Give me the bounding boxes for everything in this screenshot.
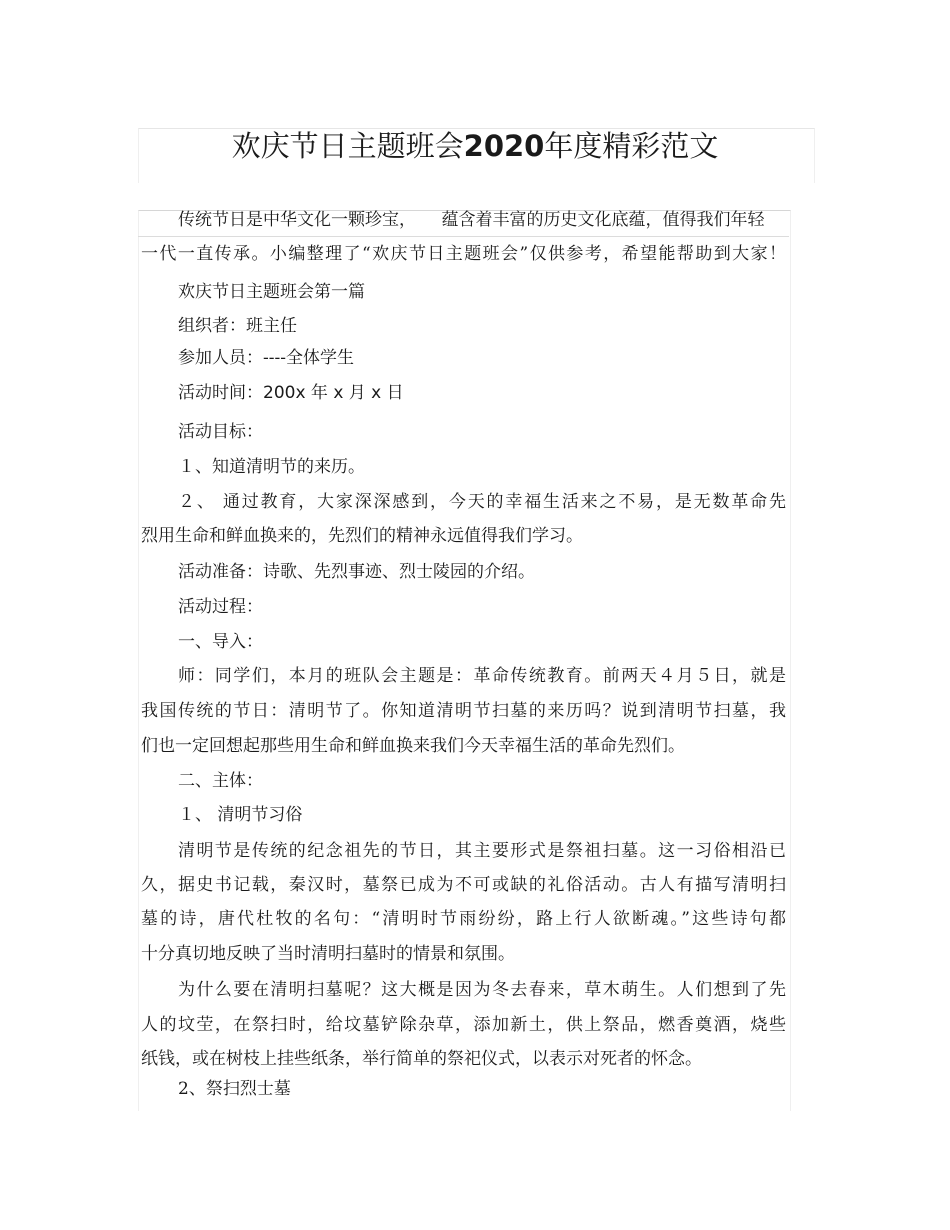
goals-label: 活动目标：: [178, 422, 263, 442]
part-1-label: 一、导入：: [178, 632, 263, 652]
intro-line-1: 传统节日是中华文化一颗珍宝， 蕴含着丰富的历史文化底蕴，值得我们年轻: [178, 210, 765, 230]
part-2-label: 二、主体：: [178, 771, 263, 791]
section-title: 欢庆节日主题班会第一篇: [178, 282, 365, 302]
custom-p2-line-2: 人的坟茔，在祭扫时，给坟墓铲除杂草，添加新土，供上祭品，燃香奠酒，烧些: [141, 1015, 786, 1035]
title-year: 2020: [463, 129, 545, 163]
activity-time: [178, 382, 404, 404]
custom-p1-line-2: 久，据史书记载，秦汉时，墓祭已成为不可或缺的礼俗活动。古人有描写清明扫: [141, 875, 786, 895]
custom-heading: １、 清明节习俗: [178, 805, 303, 825]
intro-divider: [138, 236, 789, 237]
teacher-line-1: 师：同学们，本月的班队会主题是：革命传统教育。前两天４月５日，就是: [178, 666, 786, 686]
title-part1: 欢庆节日主题班会: [231, 129, 464, 163]
teacher-line-3: 们也一定回想起那些用生命和鲜血换来我们今天幸福生活的革命先烈们。: [141, 736, 685, 756]
intro-line-2: 一代一直传承。小编整理了“欢庆节日主题班会”仅供参考，希望能帮助到大家！: [141, 244, 786, 264]
heading-2: 2、祭扫烈士墓: [178, 1079, 291, 1099]
participants: 参加人员：----全体学生: [178, 348, 354, 368]
custom-p1-line-4: 十分真切地反映了当时清明扫墓时的情景和氛围。: [141, 944, 515, 964]
goal-2-line-2: 烈用生命和鲜血换来的，先烈们的精神永远值得我们学习。: [141, 526, 583, 546]
custom-p1-line-3: 墓的诗，唐代杜牧的名句：“清明时节雨纷纷，路上行人欲断魂。”这些诗句都: [141, 909, 786, 929]
document-title: [0, 128, 950, 164]
teacher-line-2: 我国传统的节日：清明节了。你知道清明节扫墓的来历吗？说到清明节扫墓，我: [141, 701, 786, 721]
goal-2-line-1: ２、 通过教育，大家深深感到，今天的幸福生活来之不易，是无数革命先: [178, 492, 786, 512]
preparation: 活动准备：诗歌、先烈事迹、烈士陵园的介绍。: [178, 562, 535, 582]
custom-p2-line-1: 为什么要在清明扫墓呢？这大概是因为冬去春来，草木萌生。人们想到了先: [178, 980, 786, 1000]
title-part2: 年度精彩范文: [544, 129, 719, 163]
content-frame: [138, 210, 791, 1111]
organizer: 组织者：班主任: [178, 316, 297, 336]
goal-1: １、知道清明节的来历。: [178, 457, 365, 477]
time-value: 200x 年 x 月 x 日: [263, 383, 404, 403]
custom-p2-line-3: 纸钱，或在树枝上挂些纸条，举行简单的祭祀仪式，以表示对死者的怀念。: [141, 1049, 702, 1069]
time-label: 活动时间：: [178, 383, 263, 403]
custom-p1-line-1: 清明节是传统的纪念祖先的节日，其主要形式是祭祖扫墓。这一习俗相沿已: [178, 841, 786, 861]
process-label: 活动过程：: [178, 597, 263, 617]
